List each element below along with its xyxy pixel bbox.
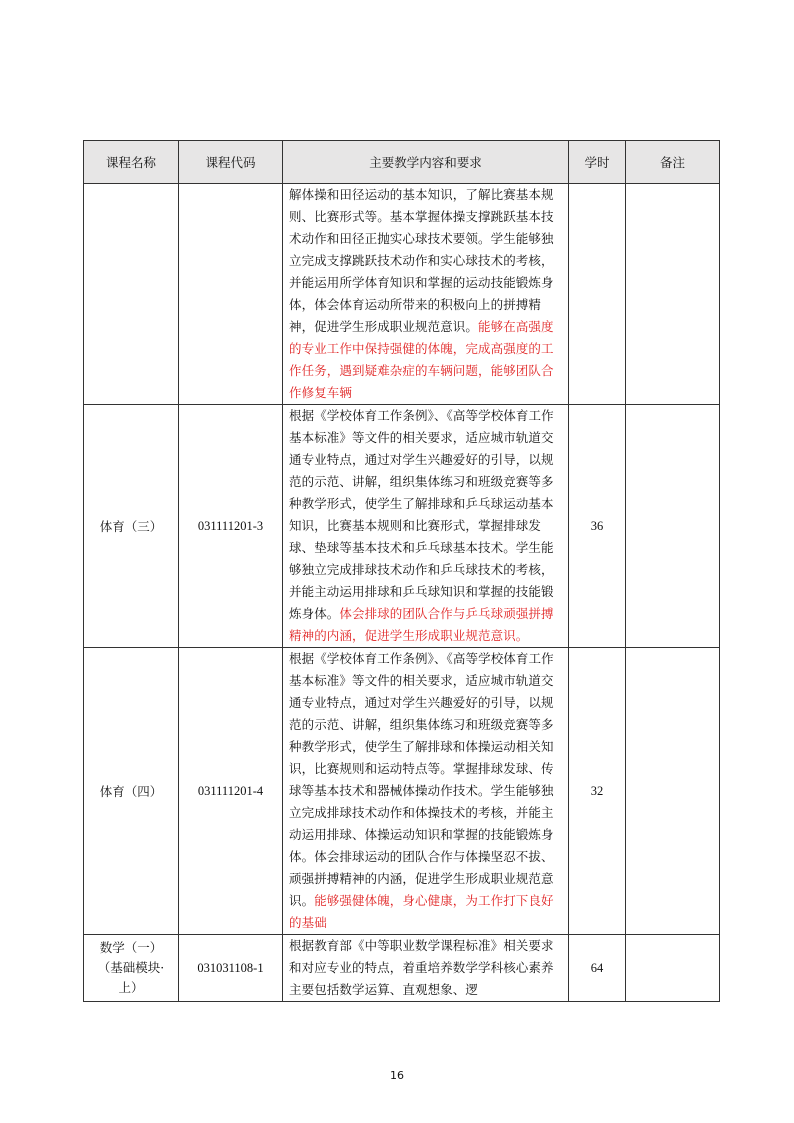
course-name-cell: 数学（一）（基础模块·上）: [84, 935, 179, 1002]
hours-cell: 36: [569, 405, 626, 648]
remark-cell: [626, 405, 720, 648]
remark-cell: [626, 648, 720, 935]
content-text: 解体操和田径运动的基本知识，了解比赛基本规则、比赛形式等。基本掌握体操支撑跳跃基本技术动作和田径正抛实心球技术要领。学生能够独立完成支撑跳跃技术动作和实心球技术的考核，并能运用所学体育知识和掌握的运动技能锻炼身体，体会体育运动所带来的积极向上的拼搏精神，促进学生形成职业规范意识。: [289, 187, 554, 334]
course-name-cell: 体育（三）: [84, 405, 179, 648]
course-code-cell: 031111201-4: [179, 648, 283, 935]
course-table: [83, 140, 720, 1002]
course-code-cell: 031111201-3: [179, 405, 283, 648]
course-code-cell: 031031108-1: [179, 935, 283, 1002]
remark-cell: [626, 935, 720, 1002]
header-course-name: 课程名称: [84, 141, 179, 184]
page-number: 16: [390, 1069, 404, 1082]
hours-cell: [569, 184, 626, 405]
header-remark: 备注: [626, 141, 720, 184]
content-text: 根据教育部《中等职业数学课程标准》相关要求和对应专业的特点，着重培养数学学科核心素养主要包括数学运算、直观想象、逻: [289, 938, 554, 997]
header-content: 主要教学内容和要求: [283, 141, 569, 184]
content-cell: [283, 405, 569, 648]
table-row: [84, 184, 720, 405]
header-course-code: 课程代码: [179, 141, 283, 184]
table-row: [84, 935, 720, 1002]
remark-cell: [626, 184, 720, 405]
content-text: 根据《学校体育工作条例》、《高等学校体育工作基本标准》等文件的相关要求，适应城市轨道交通专业特点，通过对学生兴趣爱好的引导，以规范的示范、讲解，组织集体练习和班级竞赛等多种教学形式，使学生了解排球和乒乓球运动基本知识，比赛基本规则和比赛形式，掌握排球发球、垫球等基本技术和乒乓球基本技术。学生能够独立完成排球技术动作和乒乓球技术的考核，并能主动运用排球和乒乓球知识和掌握的技能锻炼身体。: [289, 408, 554, 621]
course-name-cell: 体育（四）: [84, 648, 179, 935]
table-row: [84, 648, 720, 935]
content-cell: [283, 935, 569, 1002]
content-cell: [283, 648, 569, 935]
content-highlight: 能够在高强度的专业工作中保持强健的体魄，完成高强度的工作任务，遇到疑难杂症的车辆问题，能够团队合作修复车辆: [289, 319, 554, 400]
content-highlight: 能够强健体魄，身心健康，为工作打下良好的基础: [289, 893, 554, 930]
header-hours: 学时: [569, 141, 626, 184]
content-cell: [283, 184, 569, 405]
table-row: [84, 405, 720, 648]
hours-cell: 32: [569, 648, 626, 935]
header-row: [84, 141, 720, 184]
course-name-cell: [84, 184, 179, 405]
course-code-cell: [179, 184, 283, 405]
content-text: 根据《学校体育工作条例》、《高等学校体育工作基本标准》等文件的相关要求，适应城市轨道交通专业特点，通过对学生兴趣爱好的引导，以规范的示范、讲解，组织集体练习和班级竞赛等多种教学形式，使学生了解排球和体操运动相关知识，比赛规则和运动特点等。掌握排球发球、传球等基本技术和器械体操动作技术。学生能够独立完成排球技术动作和体操技术的考核，并能主动运用排球、体操运动知识和掌握的技能锻炼身体。体会排球运动的团队合作与体操坚忍不拔、顽强拼搏精神的内涵，促进学生形成职业规范意识。: [289, 651, 554, 908]
hours-cell: 64: [569, 935, 626, 1002]
content-highlight: 体会排球的团队合作与乒乓球顽强拼搏精神的内涵，促进学生形成职业规范意识。: [289, 606, 554, 643]
